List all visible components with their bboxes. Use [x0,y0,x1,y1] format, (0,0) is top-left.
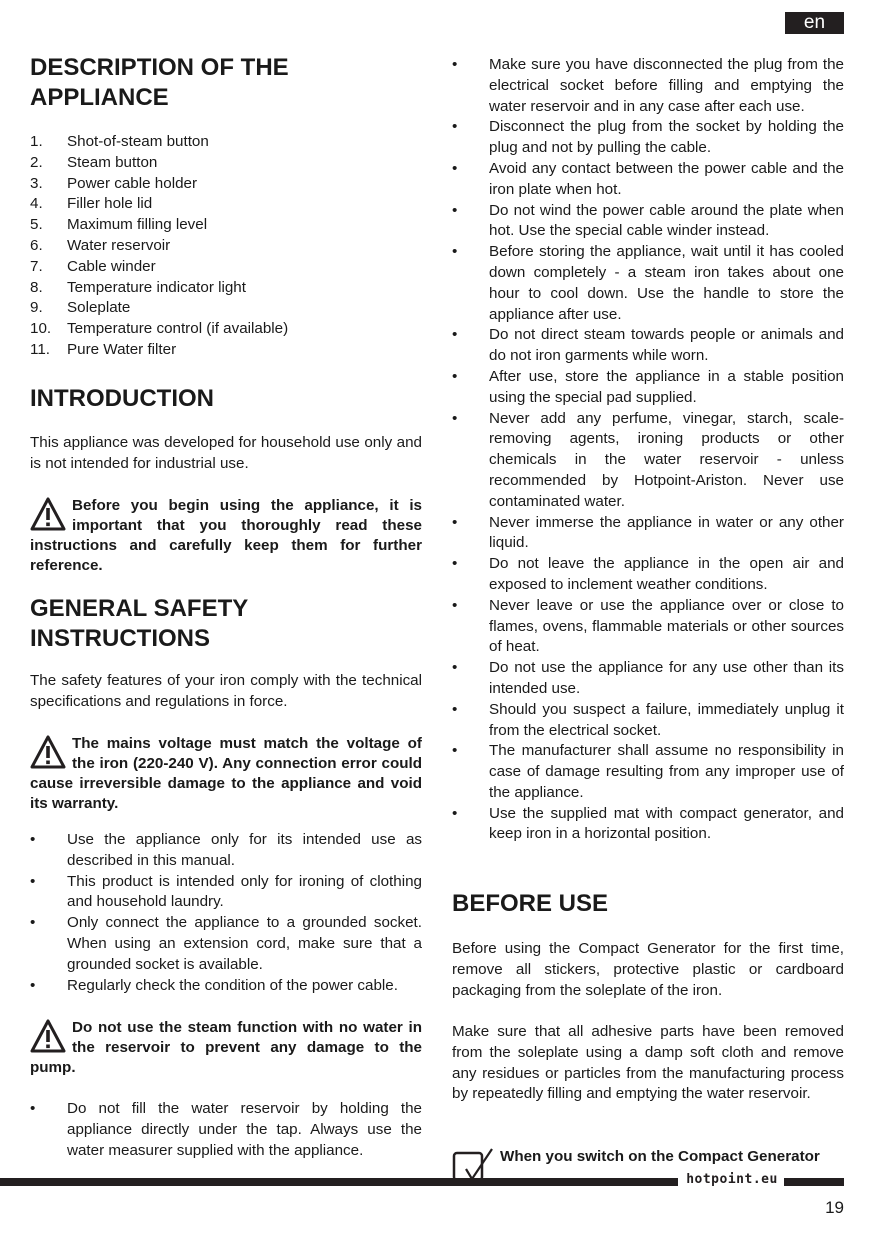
parts-list-number: 5. [30,216,43,234]
bullet-text: Disconnect the plug from the socket by holding the plug and not by pulling the cable. [489,118,844,157]
bullet-dot-icon: • [452,742,458,760]
parts-list-label: Maximum filling level [67,216,208,234]
parts-list-item [30,319,422,340]
parts-list-item [30,132,422,153]
bullet-text: Before storing the appliance, wait until it has cooled down completely - a steam iron takes about one hour to cool down. Use the handle to store the appliance after use. [489,243,844,323]
parts-list-number: 7. [30,257,43,275]
description-heading: DESCRIPTION OF THE APPLIANCE [30,54,289,111]
bullet-item [452,159,844,201]
parts-list-item [30,194,422,215]
bullet-item [452,741,844,803]
bullet-item [30,872,422,914]
bullet-dot-icon: • [452,659,458,677]
parts-list-number: 3. [30,174,43,192]
parts-list-label: Power cable holder [67,174,198,192]
bullet-text: After use, store the appliance in a stable position using the special pad supplied. [489,367,844,406]
parts-list-label: Filler hole lid [67,195,153,213]
bullet-dot-icon: • [452,243,458,261]
parts-list-label: Soleplate [67,299,131,317]
parts-list-number: 4. [30,195,43,213]
parts-list [30,132,422,361]
bullet-item [452,409,844,513]
bullet-dot-icon: • [30,831,36,848]
bullet-item [452,201,844,243]
bullet-item [452,55,844,117]
bullet-text: Do not use the appliance for any use other than its intended use. [489,659,844,697]
before-use-text-2: Make sure that all adhesive parts have been removed from the soleplate using a damp soft cloth and remove any residues or particles from the manufacturing process by repeatedly filling and emptying the water reservoir. [452,1023,844,1103]
before-use-heading: BEFORE USE [452,890,609,917]
bullet-item [30,1099,422,1161]
footer-bar-left [0,1178,678,1186]
parts-list-label: Shot-of-steam button [67,133,209,150]
parts-list-item [30,340,422,361]
parts-list-number: 1. [30,133,43,150]
introduction-heading: INTRODUCTION [30,385,214,412]
parts-list-label: Pure Water filter [67,340,177,358]
warning-icon [30,735,66,769]
warning-icon [30,1019,66,1053]
bullet-item [452,596,844,658]
bullet-text: Use the supplied mat with compact generator, and keep iron in a horizontal position. [489,804,844,843]
bullet-item [452,242,844,325]
bullet-dot-icon: • [452,159,458,177]
safety-heading: GENERAL SAFETY INSTRUCTIONS [30,595,249,652]
parts-list-item [30,215,422,236]
steam-warning-text: Do not use the steam function with no water in the reservoir to prevent any damage to the pump. [30,1019,422,1076]
bullet-dot-icon: • [452,201,458,219]
bullet-text: Make sure you have disconnected the plug from the electrical socket before filling and emptying the water reservoir and in any case after each use. [489,56,844,115]
footer-brand: hotpoint.eu [686,1172,778,1187]
switch-on-note [452,1147,844,1167]
bullet-text: Never immerse the appliance in water or any other liquid. [489,513,844,552]
bullet-item [452,117,844,159]
footer-bar-right [784,1178,844,1186]
parts-list-label: Steam button [67,153,158,171]
parts-list-block [30,132,422,361]
bullet-item [30,976,422,997]
bullet-dot-icon: • [452,56,458,73]
bullet-item [452,700,844,742]
bullet-text: Do not leave the appliance in the open air and exposed to inclement weather conditions. [489,555,844,593]
introduction-text: This appliance was developed for household use only and is not intended for industrial use. [30,434,422,472]
safety-intro-text: The safety features of your iron comply with the technical specifications and regulations in force. [30,672,422,710]
bullet-item [30,913,422,975]
bullet-text: Regularly check the condition of the power cable. [67,976,398,994]
bullet-text: Do not fill the water reservoir by holding the appliance directly under the tap. Always use the water measurer supplied with the appliance. [67,1100,422,1159]
parts-list-label: Water reservoir [67,236,171,254]
bullet-item [452,554,844,596]
bullet-dot-icon: • [30,1100,36,1117]
parts-list-item [30,278,422,299]
safety-bullets-2 [30,1099,422,1161]
bullet-text: The manufacturer shall assume no responsibility in case of damage resulting from any improper use of the appliance. [489,742,844,801]
parts-list-item [30,236,422,257]
warning-icon [30,497,66,531]
parts-list-item [30,174,422,195]
introduction-warning-text: Before you begin using the appliance, it is important that you thoroughly read these instructions and carefully keep them for further reference. [30,497,422,574]
parts-list-number: 6. [30,236,43,254]
bullet-text: Only connect the appliance to a grounded socket. When using an extension cord, make sure that a grounded socket is available. [67,914,422,973]
bullet-dot-icon: • [452,555,458,573]
bullet-item [452,325,844,367]
bullet-text: Never add any perfume, vinegar, starch, scale-removing agents, ironing products or other chemicals in the water reservoir - unless recommended by Hotpoint-Ariston. Never use contaminated water. [489,409,844,510]
bullet-dot-icon: • [452,804,458,822]
switch-on-note-text: When you switch on the Compact Generator [500,1148,820,1165]
introduction-warning [30,496,422,576]
bullet-dot-icon: • [452,513,458,531]
safety-bullets-right [452,55,844,845]
parts-list-label: Cable winder [67,257,156,275]
bullet-dot-icon: • [452,367,458,385]
bullet-text: Use the appliance only for its intended use as described in this manual. [67,831,422,869]
parts-list-number: 8. [30,278,43,296]
bullet-dot-icon: • [452,700,458,718]
language-badge: en [785,12,844,34]
bullet-item [452,367,844,409]
parts-list-number: 11. [30,340,50,358]
bullet-dot-icon: • [452,326,458,344]
bullet-text: Do not wind the power cable around the plate when hot. Use the special cable winder instead. [489,201,844,240]
safety-bullets-1 [30,830,422,996]
voltage-warning-text: The mains voltage must match the voltage of the iron (220-240 V). Any connection error could cause irreversible damage to the appliance and void its warranty. [30,735,422,812]
parts-list-number: 9. [30,299,43,317]
parts-list-item [30,257,422,278]
bullet-item [30,830,422,872]
bullet-text: This product is intended only for ironing of clothing and household laundry. [67,872,422,911]
voltage-warning [30,734,422,814]
bullet-item [452,513,844,555]
parts-list-number: 10. [30,320,52,338]
page-number: 19 [825,1198,844,1217]
parts-list-label: Temperature control (if available) [67,320,289,338]
before-use-text-1: Before using the Compact Generator for the first time, remove all stickers, protective plastic or cardboard packaging from the soleplate of the iron. [452,940,844,999]
parts-list-item [30,153,422,174]
bullet-dot-icon: • [30,872,36,890]
bullet-text: Never leave or use the appliance over or close to flames, ovens, flammable materials or other sources of heat. [489,596,844,656]
bullet-item [452,804,844,846]
bullet-text: Should you suspect a failure, immediately unplug it from the electrical socket. [489,700,844,739]
steam-warning [30,1018,422,1078]
bullet-text: Do not direct steam towards people or animals and do not iron garments while worn. [489,326,844,365]
bullet-dot-icon: • [452,118,458,136]
bullet-item [452,658,844,700]
parts-list-label: Temperature indicator light [67,278,246,296]
bullet-dot-icon: • [452,596,458,614]
parts-list-number: 2. [30,153,43,171]
bullet-dot-icon: • [30,976,36,994]
bullet-text: Avoid any contact between the power cable and the iron plate when hot. [489,159,844,198]
bullet-dot-icon: • [452,409,458,427]
bullet-dot-icon: • [30,914,36,932]
parts-list-item [30,298,422,319]
